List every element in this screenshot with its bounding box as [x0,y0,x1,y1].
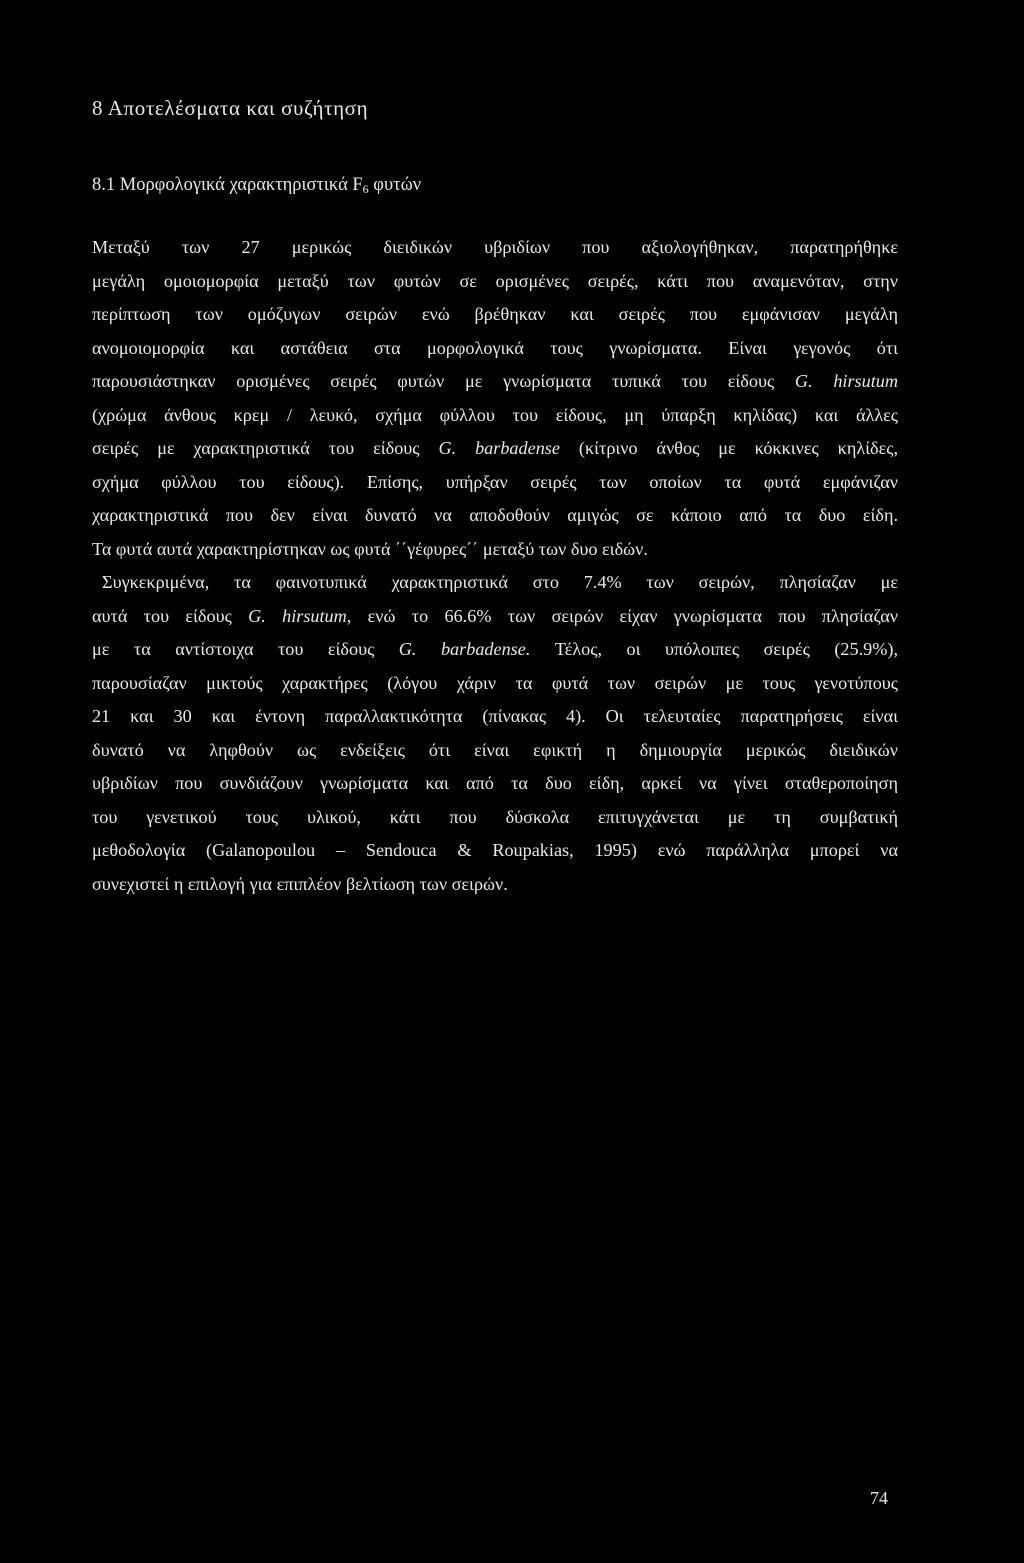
text-line [92,432,898,466]
text-segment: ενώ το 66.6% των σειρών είχαν γνωρίσματα που πλησίαζαν [351,605,898,626]
section-title [92,175,421,197]
section-title-end: φυτών [368,175,422,195]
text-segment: χαρακτηριστικά που δεν είναι δυνατό να αποδοθούν αμιγώς σε κάποιο από τα δυο είδη. [92,505,898,525]
text-line [92,566,898,600]
text-segment: Τα φυτά αυτά χαρακτηρίστηκαν ως φυτά ΄΄γέφυρες΄΄ μεταξύ των δυο ειδών. [92,538,648,559]
species-name: G. barbadense [438,438,560,458]
text-segment: μεθοδολογία (Galanopoulou – Sendouca & Roupakias, 1995) ενώ παράλληλα μπορεί να [92,840,898,860]
text-segment: σειρές με χαρακτηριστικά του είδους [92,438,439,458]
text-segment: του γενετικού τους υλικού, κάτι που δύσκολα επιτυγχάνεται με τη συμβατική [92,806,898,827]
text-line [92,298,898,332]
text-segment: (κίτρινο άνθος με κόκκινες κηλίδες, [559,438,899,458]
text-segment: αυτά του είδους [92,605,249,626]
section-title-subscript: 6 [362,182,369,196]
text-line [92,734,898,768]
text-line [92,600,898,634]
text-segment: σχήμα φύλλου του είδους). Επίσης, υπήρξαν σειρές των οποίων τα φυτά εμφάνιζαν [92,471,898,492]
text-line [92,466,898,500]
text-segment: ανομοιομορφία και αστάθεια στα μορφολογικά τους γνωρίσματα. Είναι γεγονός ότι [92,337,898,358]
text-line [92,533,898,567]
species-name: G. barbadense. [398,639,531,659]
chapter-title: 8 Αποτελέσματα και συζήτηση [92,96,369,120]
text-line [92,499,898,533]
body-paragraph [92,231,898,901]
page-number: 74 [870,1488,888,1508]
text-segment: με τα αντίστοιχα του είδους [92,639,399,659]
text-line [92,265,898,299]
text-line [92,332,898,366]
text-segment: Τέλος, οι υπόλοιπες σειρές (25.9%), [530,639,899,659]
text-line [92,365,898,399]
text-segment: 21 και 30 και έντονη παραλλακτικότητα (πίνακας 4). Οι τελευταίες παρατηρήσεις είναι [92,706,898,726]
text-segment: περίπτωση των ομόζυγων σειρών ενώ βρέθηκαν και σειρές που εμφάνισαν μεγάλη [92,304,898,324]
text-segment: υβριδίων που συνδιάζουν γνωρίσματα και από τα δυο είδη, αρκεί να γίνει σταθεροποίηση [92,773,898,793]
text-segment: παρουσίαζαν μικτούς χαρακτήρες (λόγου χάριν τα φυτά των σειρών με τους γενοτύπους [92,672,898,693]
text-segment: δυνατό να ληφθούν ως ενδείξεις ότι είναι εφικτή η δημιουργία μερικώς διειδικών [92,739,898,760]
species-name: G. hirsutum, [248,605,352,626]
text-segment: Συγκεκριμένα, τα φαινοτυπικά χαρακτηριστικά στο 7.4% των σειρών, πλησίαζαν με [102,572,898,592]
text-line [92,834,898,868]
text-line [92,868,898,902]
text-line [92,231,898,265]
species-name: G. hirsutum [794,371,898,391]
text-line [92,767,898,801]
text-segment: συνεχιστεί η επιλογή για επιπλέον βελτίωση των σειρών. [92,873,508,894]
text-segment: μεγάλη ομοιομορφία μεταξύ των φυτών σε ορισμένες σειρές, κάτι που αναμενόταν, στην [92,270,898,291]
text-line [92,633,898,667]
text-line [92,399,898,433]
text-line [92,667,898,701]
section-title-main: 8.1 Μορφολογικά χαρακτηριστικά F [92,175,363,195]
text-segment: παρουσιάστηκαν ορισμένες σειρές φυτών με γνωρίσματα τυπικά του είδους [92,371,795,391]
text-segment: (χρώμα άνθους κρεμ / λευκό, σχήμα φύλλου του είδους, μη ύπαρξη κηλίδας) και άλλες [92,404,898,425]
text-line [92,700,898,734]
text-line [92,801,898,835]
text-segment: Μεταξύ των 27 μερικώς διειδικών υβριδίων που αξιολογήθηκαν, παρατηρήθηκε [92,237,898,257]
